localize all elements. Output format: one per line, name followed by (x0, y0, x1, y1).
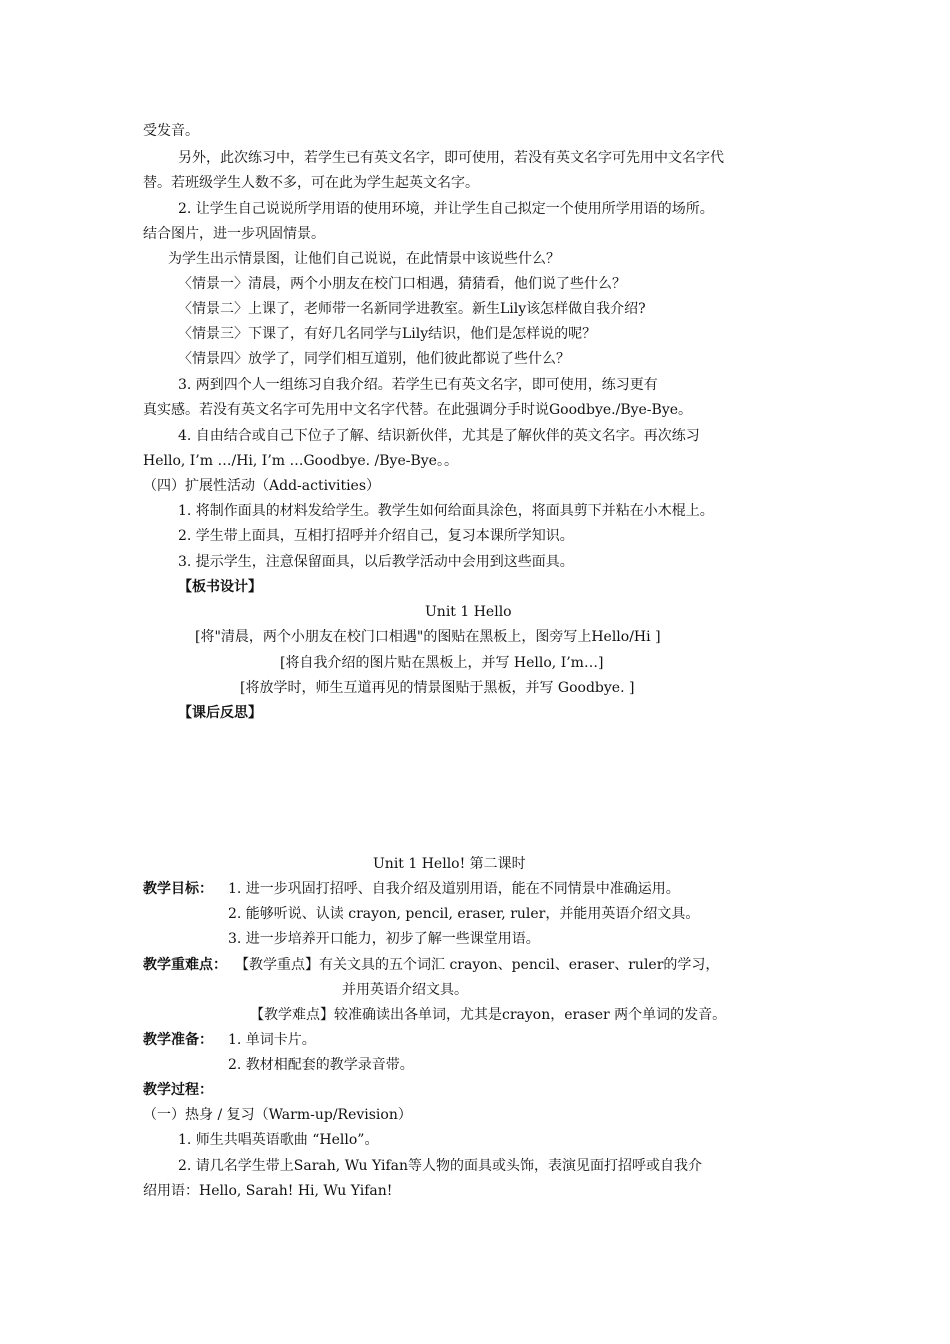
key-point-line: 【教学难点】较准确读出各单词，尤其是crayon，eraser 两个单词的发音。 (250, 1007, 727, 1023)
reflection-heading: 【课后反思】 (178, 705, 262, 721)
process-label: 教学过程： (143, 1082, 213, 1098)
board-title: Unit 1 Hello (425, 604, 512, 620)
lesson-title: Unit 1 Hello! 第二课时 (373, 856, 526, 872)
text-line: 绍用语：Hello, Sarah! Hi, Wu Yifan! (143, 1183, 393, 1199)
text-line: 3. 提示学生，注意保留面具，以后教学活动中会用到这些面具。 (178, 554, 574, 570)
key-point-line: 【教学重点】有关文具的五个词汇 crayon、pencil、eraser、ruler的学习， (235, 957, 720, 973)
section-heading: （四）扩展性活动（Add-activities） (143, 478, 381, 494)
text-line: 2. 学生带上面具，互相打招呼并介绍自己，复习本课所学知识。 (178, 528, 574, 544)
text-line: 2. 让学生自己说说所学用语的使用环境，并让学生自己拟定一个使用所学用语的场所。 (178, 201, 714, 217)
key-point-line: 并用英语介绍文具。 (342, 982, 468, 998)
text-line: 结合图片，进一步巩固情景。 (143, 226, 325, 242)
scenario-1: 〈情景一〉清晨，两个小朋友在校门口相遇，猜猜看，他们说了些什么？ (178, 276, 626, 292)
board-line: [将自我介绍的图片贴在黑板上，并写 Hello, I’m…] (280, 655, 604, 671)
text-line: 3. 两到四个人一组练习自我介绍。若学生已有英文名字，即可使用，练习更有 (178, 377, 658, 393)
text-line: Hello, I’m …/Hi, I’m …Goodbye. /Bye-Bye。。 (143, 453, 458, 469)
text-line: 1. 将制作面具的材料发给学生。教学生如何给面具涂色，将面具剪下并粘在小木棍上。 (178, 503, 714, 519)
text-line: 另外，此次练习中，若学生已有英文名字，即可使用，若没有英文名字可先用中文名字代 (178, 150, 724, 166)
goal-line: 3. 进一步培养开口能力，初步了解一些课堂用语。 (228, 931, 540, 947)
goal-line: 1. 进一步巩固打招呼、自我介绍及道别用语，能在不同情景中准确运用。 (228, 881, 680, 897)
text-line: 受发音。 (143, 123, 199, 139)
text-line: 1. 师生共唱英语歌曲 “Hello”。 (178, 1132, 379, 1148)
prep-line: 1. 单词卡片。 (228, 1032, 316, 1048)
text-line: 2. 请几名学生带上Sarah, Wu Yifan等人物的面具或头饰，表演见面打招呼或自我介 (178, 1158, 703, 1174)
section-heading: （一）热身 / 复习（Warm-up/Revision） (143, 1107, 412, 1123)
goals-label: 教学目标： (143, 881, 213, 897)
scenario-4: 〈情景四〉放学了，同学们相互道别，他们彼此都说了些什么？ (178, 351, 570, 367)
text-line: 真实感。若没有英文名字可先用中文名字代替。在此强调分手时说Goodbye./Bye-Bye。 (143, 402, 693, 418)
text-line: 为学生出示情景图，让他们自己说说，在此情景中该说些什么？ (168, 251, 560, 267)
board-line: [将"清晨，两个小朋友在校门口相遇"的图贴在黑板上，图旁写上Hello/Hi ] (195, 629, 661, 645)
key-points-label: 教学重难点： (143, 957, 227, 973)
goal-line: 2. 能够听说、认读 crayon, pencil, eraser, ruler，并能用英语介绍文具。 (228, 906, 700, 922)
scenario-2: 〈情景二〉上课了，老师带一名新同学进教室。新生Lily该怎样做自我介绍? (178, 301, 646, 317)
prep-line: 2. 教材相配套的教学录音带。 (228, 1057, 414, 1073)
scenario-3: 〈情景三〉下课了，有好几名同学与Lily结识，他们是怎样说的呢？ (178, 326, 597, 342)
board-line: [将放学时，师生互道再见的情景图贴于黑板，并写 Goodbye. ] (240, 680, 635, 696)
prep-label: 教学准备： (143, 1032, 213, 1048)
board-heading: 【板书设计】 (178, 579, 262, 595)
text-line: 替。若班级学生人数不多，可在此为学生起英文名字。 (143, 175, 479, 191)
text-line: 4. 自由结合或自己下位子了解、结识新伙伴，尤其是了解伙伴的英文名字。再次练习 (178, 428, 700, 444)
